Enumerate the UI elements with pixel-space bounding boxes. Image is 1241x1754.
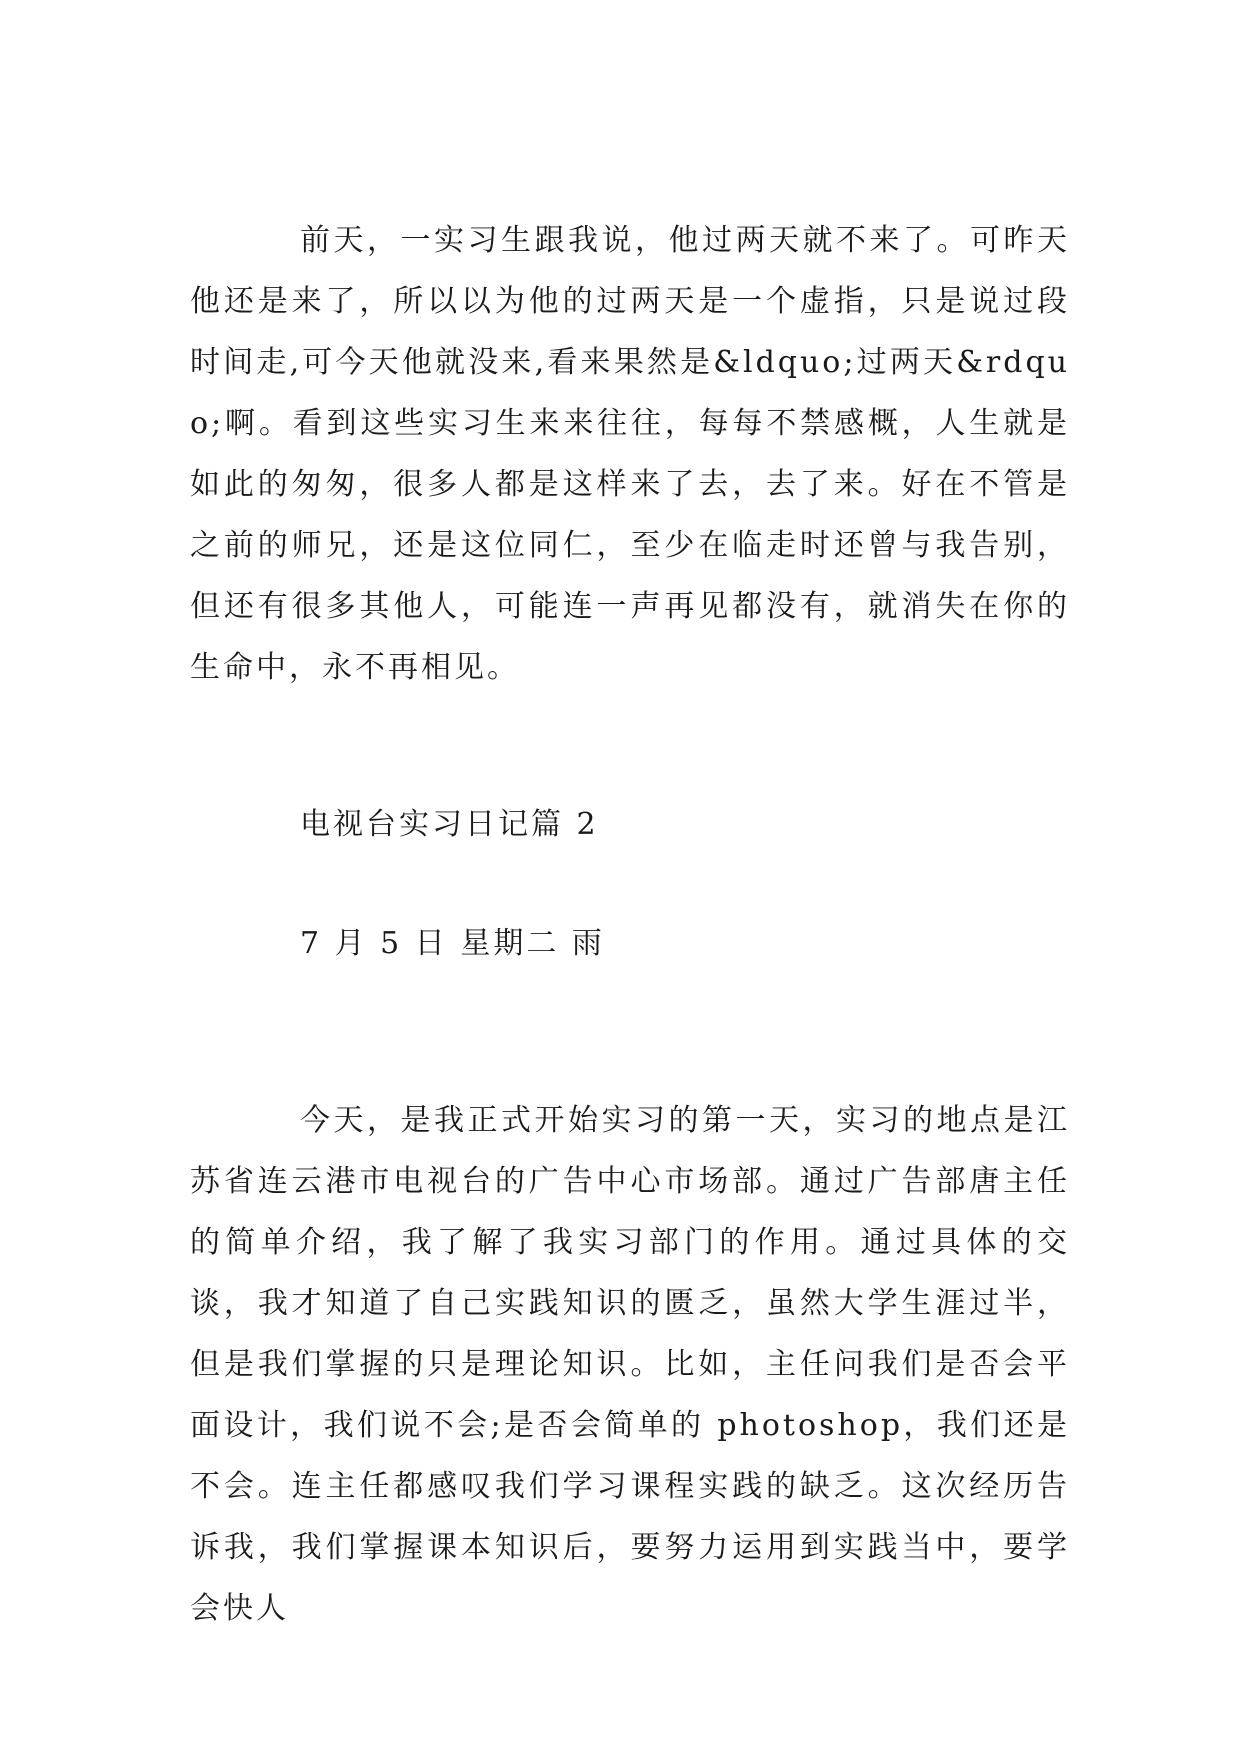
date-line: 7 月 5 日 星期二 雨 [300,926,605,961]
section-heading: 电视台实习日记篇 2 [300,807,599,842]
body-paragraph: 前天，一实习生跟我说，他过两天就不来了。可昨天他还是来了，所以以为他的过两天是一个虚指，只是说过段时间走,可今天他就没来,看来果然是&ldquo;过两天&rdquo;啊。看到这些实习生来来往往，每每不禁感概，人生就是如此的匆匆，很多人都是这样来了去，去了来。好在不管是之前的师兄，还是这位同仁，至少在临走时还曾与我告别，但还有很多其他人，可能连一声再见都没有，就消失在你的生命中，永不再相见。 [190,223,1070,685]
body-paragraph: 今天，是我正式开始实习的第一天，实习的地点是江苏省连云港市电视台的广告中心市场部。通过广告部唐主任的简单介绍，我了解了我实习部门的作用。通过具体的交谈，我才知道了自己实践知识的匮乏，虽然大学生涯过半，但是我们掌握的只是理论知识。比如，主任问我们是否会平面设计，我们说不会;是否会简单的 photoshop，我们还是不会。连主任都感叹我们学习课程实践的缺乏。这次经历告诉我，我们掌握课本知识后，要努力运用到实践当中，要学会快人 [190,1103,1070,1626]
